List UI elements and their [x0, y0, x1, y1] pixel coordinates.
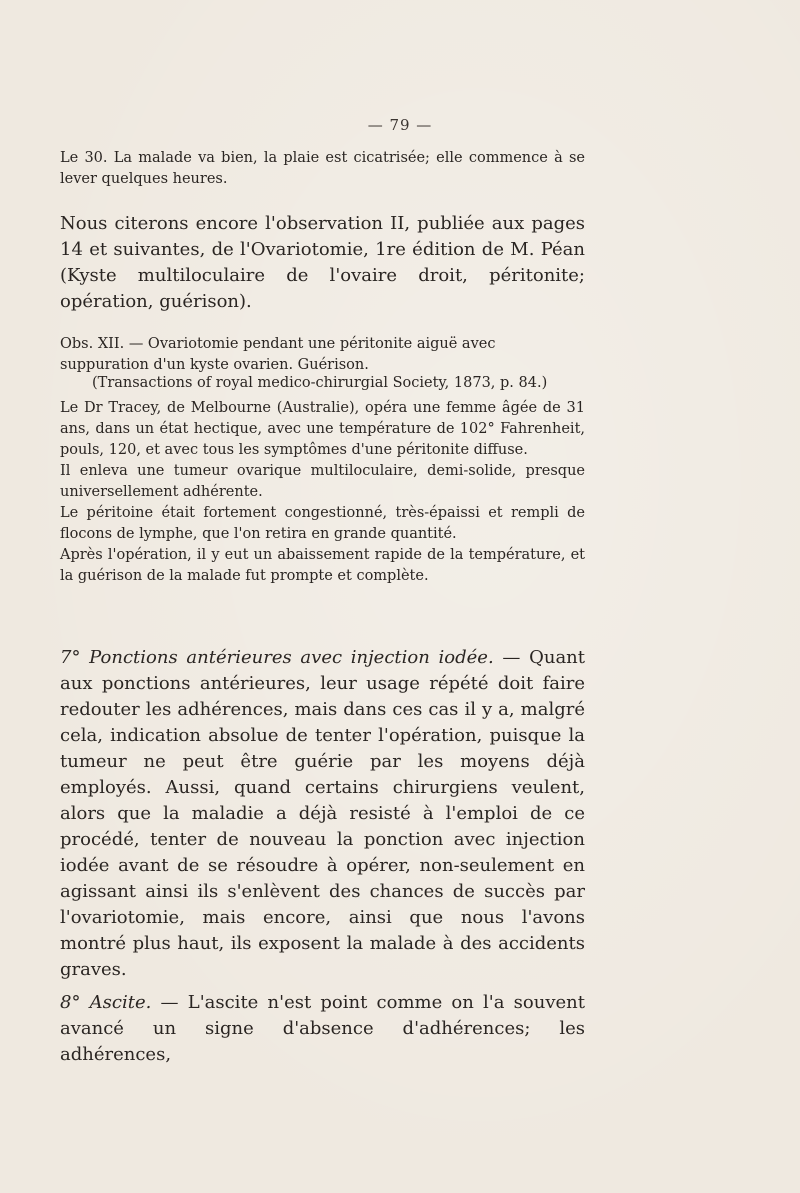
page-number: — 79 — — [367, 116, 433, 134]
section-7-heading: 7° Ponctions antérieures avec injection iodée. — [60, 647, 494, 668]
section-7-paragraph — [60, 645, 585, 983]
observation-title-text: Obs. XII. — Ovariotomie pendant une péritonite aiguë avec suppuration d'un kyste ovarien. Guérison. — [60, 336, 496, 373]
section-8-text: — L'ascite n'est point comme on l'a souvent avancé un signe d'absence d'adhérences; les adhérences, — [60, 992, 585, 1065]
section-8-paragraph — [60, 990, 585, 1068]
paragraph-closing-note: Le 30. La malade va bien, la plaie est cicatrisée; elle commence à se lever quelques heures. — [60, 150, 585, 187]
observation-paragraph-1: Le Dr Tracey, de Melbourne (Australie), opéra une femme âgée de 31 ans, dans un état hectique, avec une température de 102° Fahrenheit, pouls, 120, et avec tous les symptômes d'une péritonite diffuse. — [60, 400, 585, 458]
observation-body — [60, 373, 585, 587]
section-7-text: — Quant aux ponctions antérieures, leur usage répété doit faire redouter les adhérences, mais dans ces cas il y a, malgré cela, indication absolue de tenter l'opération, puisque la tumeur ne peut être guérie par les moyens déjà employés. Aussi, quand certains chirurgiens veulent, alors que la maladie a déjà resisté à l'emploi de ce procédé, tenter de nouveau la ponction avec injection iodée avant de se résoudre à opérer, non-seulement en agissant ainsi ils s'enlèvent des chances de succès par l'ovariotomie, mais encore, ainsi que nous l'avons montré plus haut, ils exposent la malade à des accidents graves. — [60, 647, 585, 980]
observation-source: (Transactions of royal medico-chirurgial Society, 1873, p. 84.) — [92, 375, 548, 391]
observation-paragraph-2: Il enleva une tumeur ovarique multiloculaire, demi-solide, presque universellement adhérente. — [60, 463, 585, 500]
paragraph-reference-observation: Nous citerons encore l'observation II, publiée aux pages 14 et suivantes, de l'Ovariotomie, 1re édition de M. Péan (Kyste multiloculaire de l'ovaire droit, péritonite; opération, guérison). — [60, 213, 585, 312]
observation-paragraph-3: Le péritoine était fortement congestionné, très-épaissi et rempli de flocons de lymphe, que l'on retira en grande quantité. — [60, 505, 585, 542]
observation-title — [60, 334, 585, 376]
observation-paragraph-4: Après l'opération, il y eut un abaissement rapide de la température, et la guérison de la malade fut prompte et complète. — [60, 547, 585, 584]
section-8-heading: 8° Ascite. — [60, 992, 152, 1013]
